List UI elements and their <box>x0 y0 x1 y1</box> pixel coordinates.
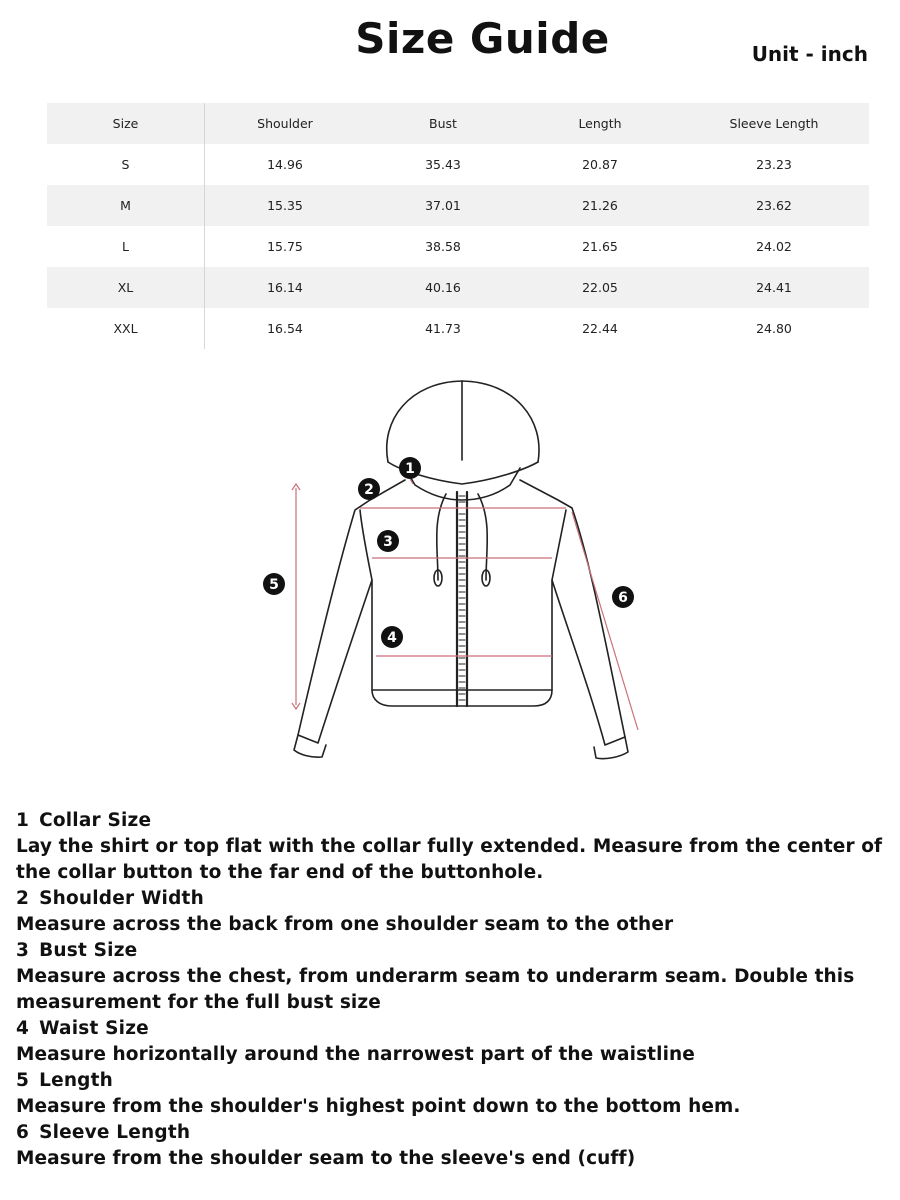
guide-description: Measure across the chest, from underarm seam to underarm seam. Double this measurement for the full bust size <box>16 966 855 1013</box>
table-cell: M <box>47 185 205 226</box>
table-cell: 35.43 <box>425 157 461 172</box>
marker-label: 3 <box>383 534 393 550</box>
unit-label: Unit - inch <box>751 42 868 66</box>
guide-title: Bust Size <box>39 940 138 961</box>
column-header-size: Size <box>47 103 205 144</box>
marker-4 <box>381 626 403 648</box>
table-cell: 24.80 <box>756 321 792 336</box>
column-header-length: Length <box>521 103 679 144</box>
table-header-row <box>47 103 869 144</box>
table-row <box>47 226 869 267</box>
marker-label: 6 <box>618 590 628 606</box>
guide-item-shoulder-width <box>16 886 886 938</box>
marker-1 <box>399 457 421 479</box>
table-cell: 23.62 <box>679 185 869 226</box>
marker-2 <box>358 478 380 500</box>
guide-item-bust-size <box>16 938 886 1016</box>
guide-title: Shoulder Width <box>39 888 204 909</box>
marker-label: 4 <box>387 630 397 646</box>
guide-title: Length <box>39 1070 114 1091</box>
table-cell: 40.16 <box>365 267 521 308</box>
guide-heading <box>16 938 886 964</box>
table-cell: 16.14 <box>205 267 366 308</box>
table-cell: S <box>47 144 205 185</box>
table-row <box>47 267 869 308</box>
guide-number: 4 <box>16 1018 30 1039</box>
column-header-shoulder: Shoulder <box>205 103 366 144</box>
guide-title: Collar Size <box>39 810 152 831</box>
table-cell: 14.96 <box>267 157 303 172</box>
table-cell: 22.05 <box>521 267 679 308</box>
table-cell: 38.58 <box>425 239 461 254</box>
guide-number: 5 <box>16 1070 30 1091</box>
table-cell: 24.41 <box>679 267 869 308</box>
guide-description: Measure horizontally around the narrowest part of the waistline <box>16 1044 695 1065</box>
size-table <box>47 103 870 349</box>
table-cell: 23.23 <box>756 157 792 172</box>
guide-title: Waist Size <box>39 1018 149 1039</box>
guide-title: Sleeve Length <box>39 1122 191 1143</box>
table-cell: XXL <box>47 308 205 349</box>
guide-heading <box>16 808 886 834</box>
table-cell: 15.35 <box>205 185 366 226</box>
table-cell: 21.65 <box>582 239 618 254</box>
guide-description: Measure from the shoulder seam to the sleeve's end (cuff) <box>16 1148 636 1169</box>
marker-3 <box>377 530 399 552</box>
marker-6 <box>612 586 634 608</box>
table-cell: 22.44 <box>582 321 618 336</box>
table-row <box>47 308 869 349</box>
table-cell: 41.73 <box>425 321 461 336</box>
column-header-bust: Bust <box>365 103 521 144</box>
column-header-sleeve-length: Sleeve Length <box>679 103 869 144</box>
table-row <box>47 185 869 226</box>
marker-label: 2 <box>364 482 374 498</box>
guide-heading <box>16 1120 886 1146</box>
table-row <box>47 144 869 185</box>
guide-number: 1 <box>16 810 30 831</box>
guide-item-length <box>16 1068 886 1120</box>
guide-item-sleeve-length <box>16 1120 886 1172</box>
guide-number: 6 <box>16 1122 30 1143</box>
table-cell: 15.75 <box>267 239 303 254</box>
guide-heading <box>16 1016 886 1042</box>
table-cell: 20.87 <box>582 157 618 172</box>
hoodie-measurement-diagram <box>250 372 670 772</box>
page-title: Size Guide <box>355 14 610 63</box>
table-cell: XL <box>47 267 205 308</box>
table-cell: 21.26 <box>521 185 679 226</box>
guide-item-collar-size <box>16 808 886 886</box>
guide-heading <box>16 886 886 912</box>
guide-description: Measure across the back from one shoulder seam to the other <box>16 914 674 935</box>
marker-label: 1 <box>405 461 415 477</box>
marker-label: 5 <box>269 577 279 593</box>
guide-description: Measure from the shoulder's highest point down to the bottom hem. <box>16 1096 741 1117</box>
guide-number: 2 <box>16 888 30 909</box>
guide-number: 3 <box>16 940 30 961</box>
table-cell: 24.02 <box>756 239 792 254</box>
guide-item-waist-size <box>16 1016 886 1068</box>
hoodie-illustration <box>250 372 670 772</box>
guide-heading <box>16 1068 886 1094</box>
measurement-guide <box>16 808 886 1172</box>
table-cell: 16.54 <box>267 321 303 336</box>
guide-description: Lay the shirt or top flat with the collar fully extended. Measure from the center of the collar button to the far end of the buttonhole. <box>16 836 883 883</box>
table-cell: L <box>47 226 205 267</box>
table-cell: 37.01 <box>365 185 521 226</box>
marker-5 <box>263 573 285 595</box>
